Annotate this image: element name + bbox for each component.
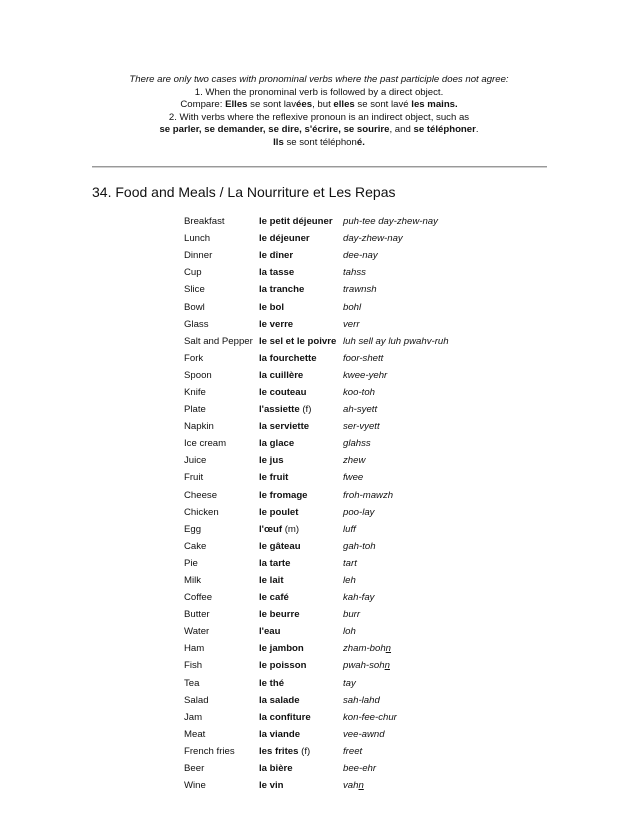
vocab-pronunciation: trawnsh [343, 284, 377, 296]
note-case-2: 2. With verbs where the reflexive pronoun is an indirect object, such as [168, 111, 470, 123]
vocab-english: Chicken [184, 506, 219, 518]
vocab-english: Ice cream [184, 438, 227, 450]
vocab-gender: (m) [282, 523, 300, 535]
note-example [0, 137, 638, 150]
vocab-english: Beer [184, 763, 205, 775]
vocab-gender: (f) [298, 745, 311, 757]
vocab-english: Tea [184, 677, 200, 689]
vocab-french-cell [259, 589, 343, 606]
vocab-row [184, 726, 449, 743]
compare-bold-2: ées [296, 99, 313, 111]
vocab-english: Salad [184, 694, 209, 706]
vocab-french: le gâteau [259, 540, 301, 552]
vocab-row [184, 675, 449, 692]
vocab-row [184, 623, 449, 640]
vocab-french: le poulet [259, 506, 299, 518]
vocab-pronunciation-cell [343, 760, 449, 777]
vocab-row [184, 333, 449, 350]
vocab-pronunciation: tahss [343, 267, 366, 279]
vocab-french-cell [259, 726, 343, 743]
vocab-french: le jambon [259, 643, 304, 655]
vocab-pronunciation-cell [343, 589, 449, 606]
vocab-french-cell [259, 213, 343, 230]
vocab-pronunciation-cell [343, 350, 449, 367]
vocab-pronunciation: verr [343, 318, 360, 330]
verbs-text-2: . [475, 124, 479, 136]
verbs-bold-1: se parler, se demander, se dire, s'écrire, se sourire [159, 124, 390, 136]
vocab-english: Pie [184, 557, 198, 569]
vocab-english: Dinner [184, 250, 213, 262]
vocab-pronunciation: vah [343, 780, 359, 792]
vocab-french-cell [259, 469, 343, 486]
vocab-french: le bol [259, 301, 285, 313]
vocab-pronunciation: burr [343, 609, 361, 621]
vocab-french: le lait [259, 575, 284, 587]
note-verbs [0, 124, 638, 137]
vocab-french-cell [259, 487, 343, 504]
vocab-french-cell [259, 247, 343, 264]
vocab-french-cell [259, 298, 343, 315]
vocab-pronunciation-cell [343, 367, 449, 384]
vocab-french-cell [259, 230, 343, 247]
vocab-french: le déjeuner [259, 233, 310, 245]
vocab-pronunciation: leh [343, 575, 356, 587]
vocab-row [184, 247, 449, 264]
vocab-row [184, 487, 449, 504]
vocab-french: la viande [259, 728, 301, 740]
vocab-french-cell [259, 640, 343, 657]
vocab-pronunciation: tay [343, 677, 356, 689]
vocab-row [184, 435, 449, 452]
vocab-french-cell [259, 452, 343, 469]
vocab-english: Bowl [184, 301, 205, 313]
compare-bold-1: Elles [225, 99, 248, 111]
vocab-english: Fruit [184, 472, 204, 484]
vocab-english: Spoon [184, 369, 212, 381]
vocab-row [184, 384, 449, 401]
vocab-french: le couteau [259, 386, 307, 398]
compare-lead: Compare: [180, 99, 226, 111]
vocab-pronunciation-cell [343, 298, 449, 315]
vocab-pronunciation-cell [343, 538, 449, 555]
vocab-english: Juice [184, 455, 207, 467]
vocab-pronunciation: tart [343, 557, 357, 569]
vocab-pronunciation: luh sell ay luh pwahv-ruh [343, 335, 449, 347]
vocab-english: Fork [184, 352, 204, 364]
vocab-french-cell [259, 384, 343, 401]
vocab-pronunciation: ah-syett [343, 404, 378, 416]
vocab-row [184, 743, 449, 760]
vocab-french-cell [259, 264, 343, 281]
vocab-row [184, 264, 449, 281]
vocab-french-cell [259, 316, 343, 333]
vocab-french: l'eau [259, 626, 281, 638]
vocab-pronunciation-cell [343, 487, 449, 504]
compare-text-1: se sont lav [247, 99, 297, 111]
vocab-row [184, 692, 449, 709]
vocab-french-cell [259, 418, 343, 435]
vocab-pronunciation-cell [343, 384, 449, 401]
compare-text-2: , but [312, 99, 334, 111]
vocab-french-cell [259, 521, 343, 538]
vocab-french: la bière [259, 763, 293, 775]
vocab-pronunciation: bohl [343, 301, 362, 313]
vocab-pronunciation-cell [343, 726, 449, 743]
vocab-french: la confiture [259, 711, 311, 723]
vocab-french: le verre [259, 318, 294, 330]
vocab-french: le beurre [259, 609, 300, 621]
vocab-english: Ham [184, 643, 205, 655]
vocab-table [184, 213, 449, 794]
vocab-english: Milk [184, 575, 202, 587]
vocab-pronunciation-cell [343, 657, 449, 674]
vocab-english: Lunch [184, 233, 211, 245]
vocab-english: Jam [184, 711, 203, 723]
vocab-pronunciation: froh-mawzh [343, 489, 394, 501]
vocab-english: Wine [184, 780, 206, 792]
vocab-table-body [184, 213, 449, 794]
vocab-english: Butter [184, 609, 210, 621]
vocab-english: Salt and Pepper [184, 335, 253, 347]
vocab-french-cell [259, 692, 343, 709]
vocab-english: Cup [184, 267, 202, 279]
vocab-pronunciation-nasal: n [358, 780, 364, 792]
vocab-pronunciation-cell [343, 418, 449, 435]
vocab-french: la tarte [259, 557, 291, 569]
vocab-pronunciation: luff [343, 523, 356, 535]
vocab-pronunciation: loh [343, 626, 356, 638]
vocab-row [184, 452, 449, 469]
vocab-french-cell [259, 623, 343, 640]
vocab-pronunciation-cell [343, 555, 449, 572]
vocab-row [184, 418, 449, 435]
vocab-row [184, 350, 449, 367]
vocab-english: Egg [184, 523, 202, 535]
vocab-french: la fourchette [259, 352, 317, 364]
vocab-french: la tasse [259, 267, 295, 279]
vocab-french-cell [259, 367, 343, 384]
vocab-pronunciation-cell [343, 469, 449, 486]
vocab-french: la serviette [259, 421, 310, 433]
example-text-1: se sont téléphon [283, 136, 357, 148]
vocab-pronunciation: freet [343, 745, 363, 757]
vocab-french-cell [259, 401, 343, 418]
vocab-row [184, 572, 449, 589]
vocab-pronunciation: bee-ehr [343, 763, 377, 775]
vocab-pronunciation: gah-toh [343, 540, 376, 552]
vocab-french-cell [259, 435, 343, 452]
grammar-note [0, 74, 638, 150]
vocab-row [184, 401, 449, 418]
vocab-row [184, 281, 449, 298]
vocab-english: Slice [184, 284, 205, 296]
vocab-french-cell [259, 606, 343, 623]
vocab-english: Breakfast [184, 216, 225, 228]
vocab-pronunciation-cell [343, 333, 449, 350]
vocab-row [184, 760, 449, 777]
vocab-row [184, 298, 449, 315]
vocab-french: le dîner [259, 250, 294, 262]
vocab-french-cell [259, 538, 343, 555]
vocab-pronunciation: kon-fee-chur [343, 711, 397, 723]
vocab-gender: (f) [299, 404, 312, 416]
vocab-pronunciation-cell [343, 777, 449, 794]
vocab-english: Napkin [184, 421, 214, 433]
vocab-pronunciation: dee-nay [343, 250, 378, 262]
vocab-pronunciation-nasal: n [385, 643, 392, 655]
vocab-french: le vin [259, 780, 284, 792]
section-divider [92, 166, 547, 168]
compare-text-3: se sont lavé [354, 99, 412, 111]
vocab-english: Cake [184, 540, 207, 552]
vocab-pronunciation: sah-lahd [343, 694, 380, 706]
vocab-french: le fromage [259, 489, 308, 501]
vocab-french: la glace [259, 438, 295, 450]
vocab-french: le café [259, 592, 289, 604]
vocab-row [184, 709, 449, 726]
example-bold-1: Ils [273, 136, 284, 148]
vocab-english: Glass [184, 318, 209, 330]
vocab-pronunciation: zhew [343, 455, 366, 467]
vocab-pronunciation-cell [343, 316, 449, 333]
vocab-english: Knife [184, 386, 206, 398]
vocab-french-cell [259, 657, 343, 674]
vocab-french: la cuillère [259, 369, 304, 381]
compare-bold-3: elles [333, 99, 355, 111]
vocab-french-cell [259, 709, 343, 726]
vocab-pronunciation: vee-awnd [343, 728, 385, 740]
note-compare [0, 99, 638, 112]
vocab-french-cell [259, 281, 343, 298]
verbs-bold-2: se téléphoner [413, 124, 476, 136]
vocab-pronunciation: foor-shett [343, 352, 384, 364]
vocab-row [184, 504, 449, 521]
vocab-pronunciation-cell [343, 521, 449, 538]
vocab-pronunciation: glahss [343, 438, 371, 450]
vocab-pronunciation-cell [343, 247, 449, 264]
vocab-french-cell [259, 504, 343, 521]
verbs-text-1: , and [389, 124, 414, 136]
vocab-pronunciation-cell [343, 452, 449, 469]
vocab-row [184, 469, 449, 486]
vocab-pronunciation: fwee [343, 472, 364, 484]
vocab-pronunciation-cell [343, 623, 449, 640]
vocab-row [184, 367, 449, 384]
vocab-row [184, 230, 449, 247]
vocab-row [184, 521, 449, 538]
vocab-french: le fruit [259, 472, 289, 484]
vocab-row [184, 606, 449, 623]
vocab-french: la tranche [259, 284, 305, 296]
vocab-french: les frites [259, 745, 299, 757]
vocab-french-cell [259, 333, 343, 350]
vocab-pronunciation-cell [343, 264, 449, 281]
vocab-pronunciation-cell [343, 743, 449, 760]
vocab-pronunciation-cell [343, 213, 449, 230]
vocab-row [184, 316, 449, 333]
vocab-pronunciation-cell [343, 692, 449, 709]
vocab-pronunciation: pwah-soh [343, 660, 385, 672]
note-intro: There are only two cases with pronominal verbs where the past participle does not agree: [129, 74, 509, 85]
vocab-french: l'œuf [259, 523, 283, 535]
vocab-pronunciation-cell [343, 709, 449, 726]
vocab-french-cell [259, 572, 343, 589]
vocab-french-cell [259, 350, 343, 367]
vocab-pronunciation: day-zhew-nay [343, 233, 403, 245]
vocab-french: le sel et le poivre [259, 335, 337, 347]
vocab-pronunciation: ser-vyett [343, 421, 380, 433]
vocab-row [184, 640, 449, 657]
vocab-french: le thé [259, 677, 285, 689]
vocab-english: Coffee [184, 592, 213, 604]
vocab-row [184, 538, 449, 555]
vocab-french: le jus [259, 455, 284, 467]
note-case-1: 1. When the pronominal verb is followed by a direct object. [194, 86, 444, 98]
vocab-english: Water [184, 626, 210, 638]
vocab-english: Cheese [184, 489, 218, 501]
vocab-french-cell [259, 760, 343, 777]
vocab-pronunciation-nasal: n [384, 660, 390, 672]
vocab-pronunciation-cell [343, 675, 449, 692]
vocab-french-cell [259, 743, 343, 760]
vocab-pronunciation: kwee-yehr [343, 369, 388, 381]
vocab-french-cell [259, 555, 343, 572]
vocab-pronunciation: puh-tee day-zhew-nay [343, 216, 438, 228]
vocab-row [184, 589, 449, 606]
vocab-pronunciation-cell [343, 401, 449, 418]
vocab-pronunciation-cell [343, 281, 449, 298]
vocab-english: Fish [184, 660, 203, 672]
vocab-french: la salade [259, 694, 300, 706]
section-heading: 34. Food and Meals / La Nourriture et Les Repas [92, 184, 396, 200]
vocab-pronunciation: koo-toh [343, 386, 375, 398]
vocab-pronunciation-cell [343, 606, 449, 623]
vocab-row [184, 657, 449, 674]
vocab-row [184, 777, 449, 794]
vocab-pronunciation-cell [343, 435, 449, 452]
vocab-french: l'assiette [259, 404, 300, 416]
vocab-english: Plate [184, 404, 206, 416]
vocab-french-cell [259, 675, 343, 692]
vocab-french: le poisson [259, 660, 307, 672]
vocab-pronunciation-cell [343, 230, 449, 247]
vocab-pronunciation: kah-fay [343, 592, 375, 604]
vocab-row [184, 213, 449, 230]
vocab-row [184, 555, 449, 572]
vocab-pronunciation: zham-boh [343, 643, 386, 655]
example-bold-2: é. [356, 136, 365, 148]
vocab-pronunciation-cell [343, 572, 449, 589]
vocab-french: le petit déjeuner [259, 216, 333, 228]
vocab-english: French fries [184, 745, 235, 757]
vocab-pronunciation: poo-lay [343, 506, 375, 518]
compare-bold-4: les mains. [411, 99, 458, 111]
vocab-pronunciation-cell [343, 640, 449, 657]
vocab-french-cell [259, 777, 343, 794]
vocab-english: Meat [184, 728, 206, 740]
vocab-pronunciation-cell [343, 504, 449, 521]
